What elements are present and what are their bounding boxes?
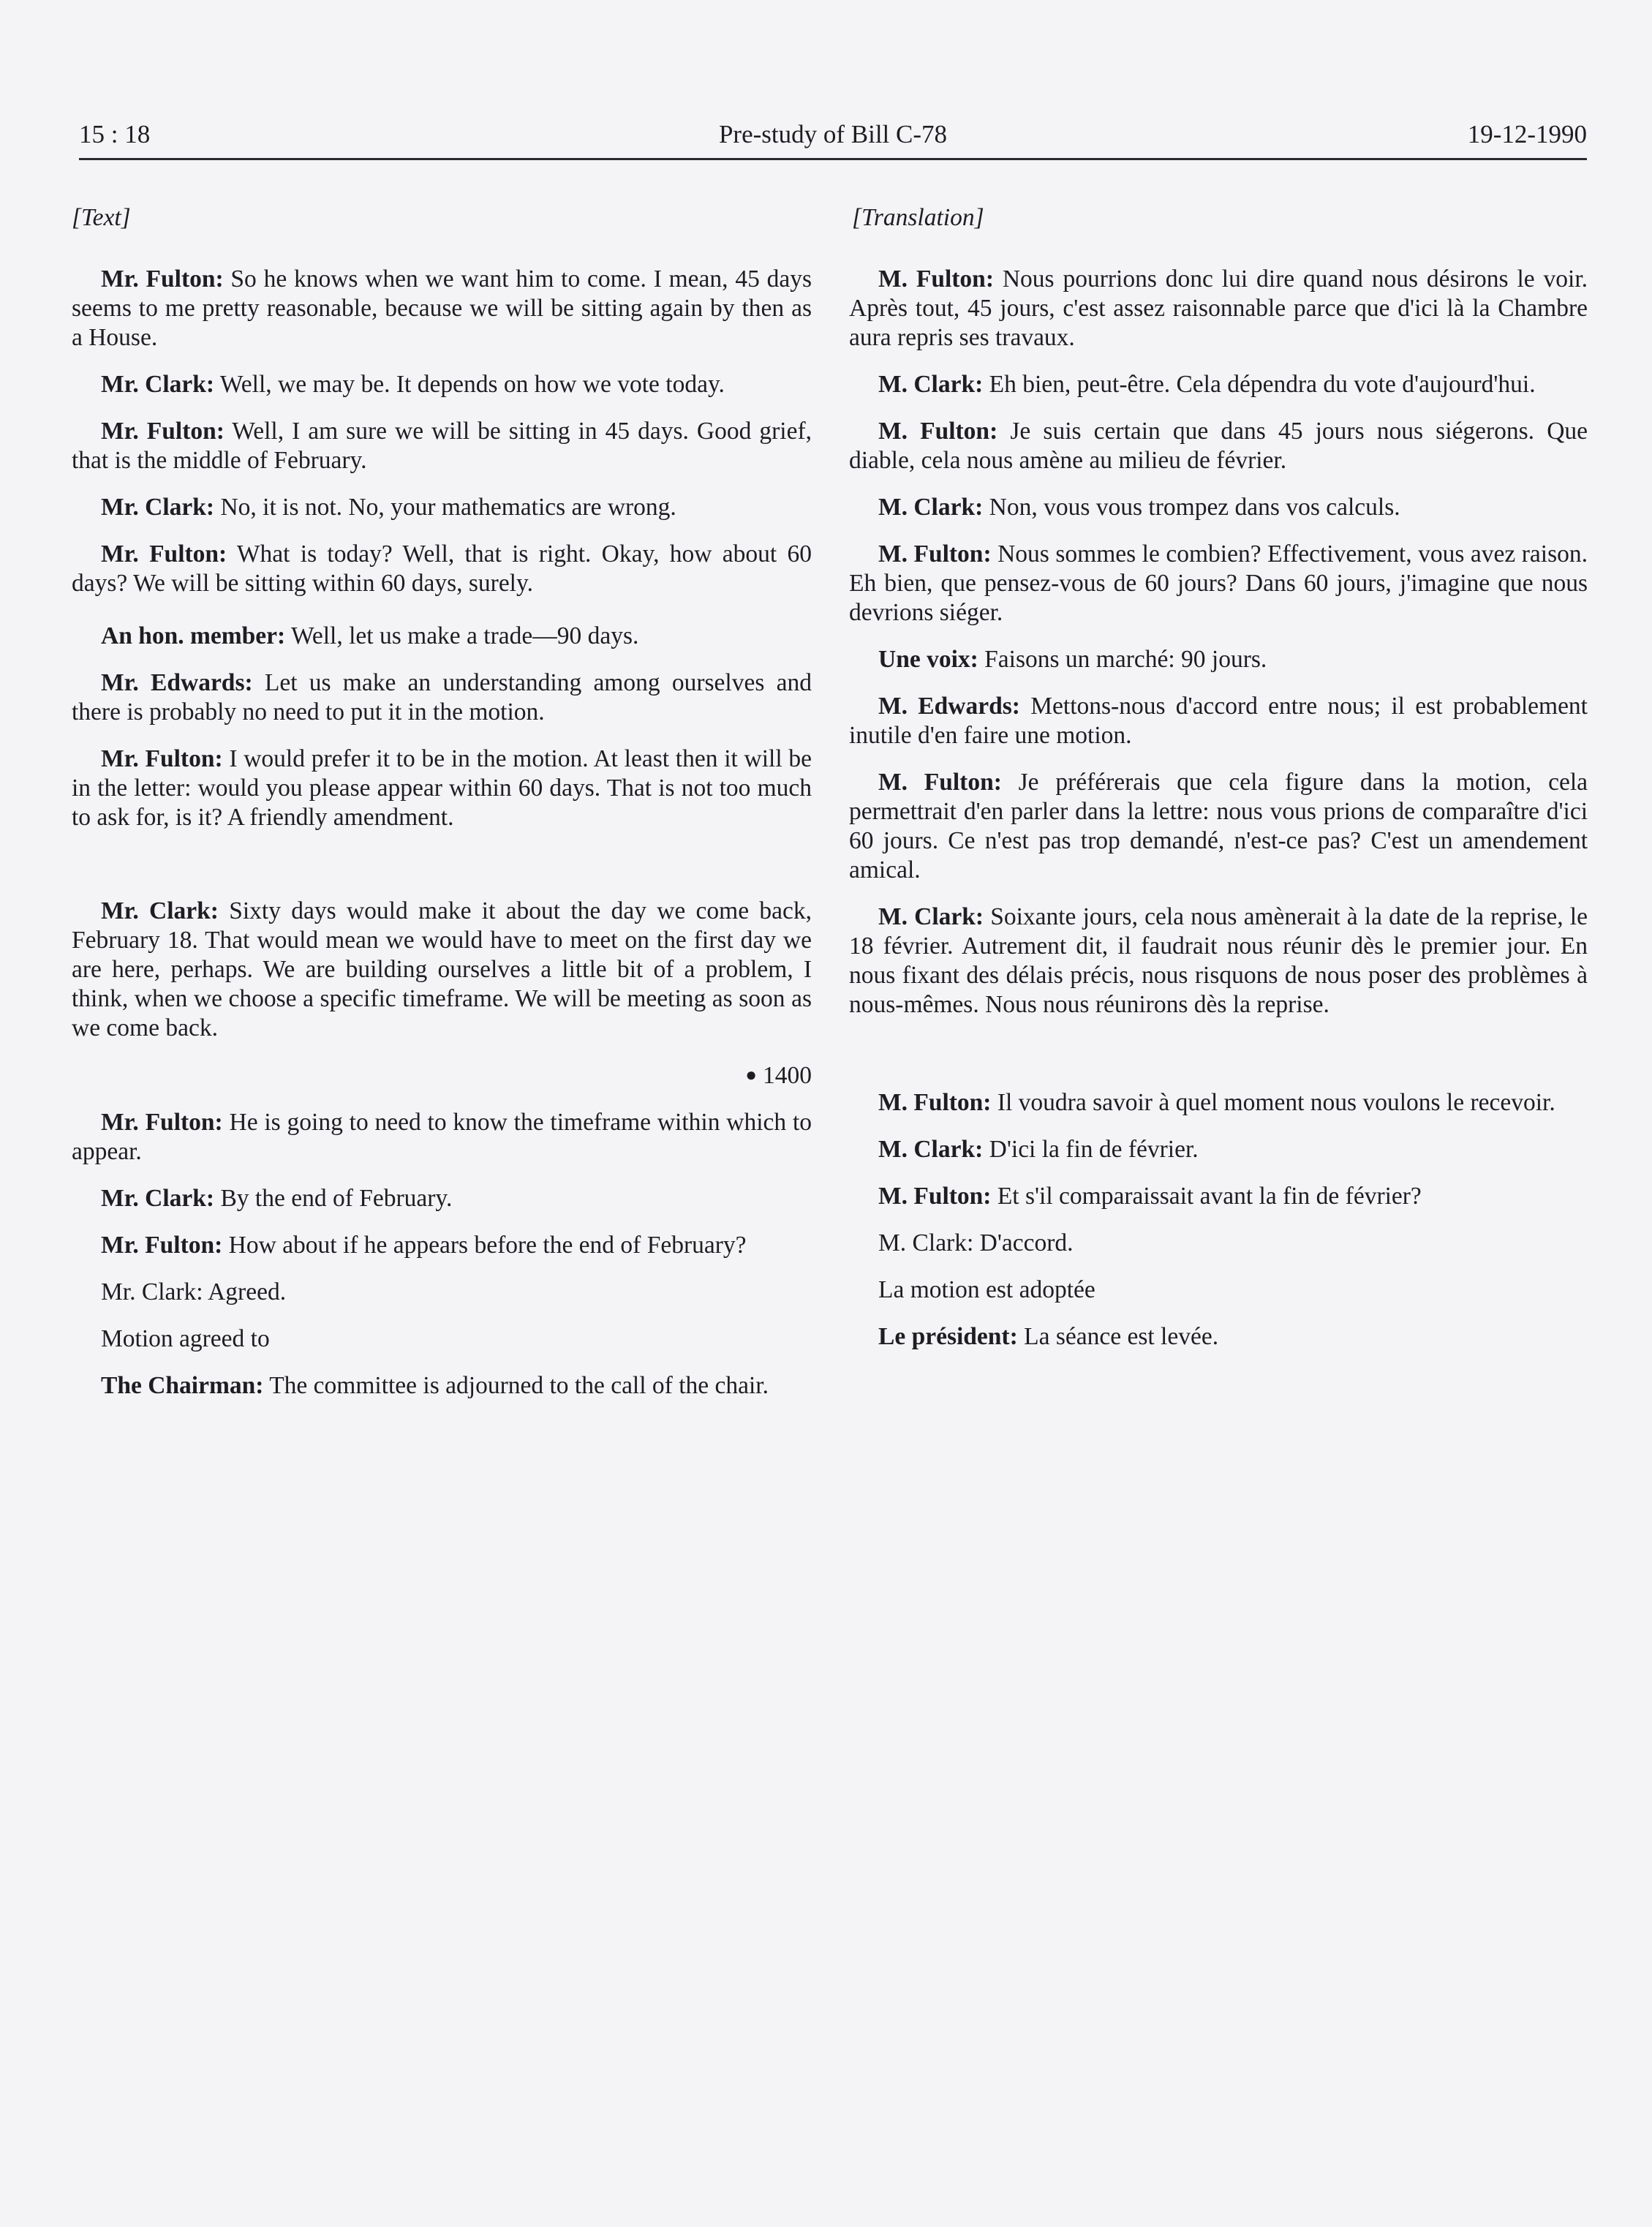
speech-text: Let us make an understanding among ourselves and there is probably no need to put it in the motion.	[72, 669, 812, 726]
speaker-name: Mr. Clark:	[101, 897, 219, 924]
speech-text: By the end of February.	[214, 1185, 453, 1212]
speech-text: D'ici la fin de février.	[983, 1136, 1199, 1163]
speech-text: Non, vous vous trompez dans vos calculs.	[983, 494, 1400, 521]
speech-text: Well, I am sure we will be sitting in 45 days. Good grief, that is the middle of February.	[72, 418, 812, 474]
transcript-paragraph	[849, 1135, 1588, 1164]
speech-text: Soixante jours, cela nous amènerait à la date de la reprise, le 18 février. Autrement dit, il faudrait nous réunir dès le premier jour. En nous fixant des délais précis, nous risquons de nous poser des problèmes à nous-mêmes. Nous nous réunirons dès la reprise.	[849, 903, 1588, 1018]
speaker-name: Mr. Clark:	[101, 1185, 215, 1212]
transcript-paragraph	[849, 417, 1588, 475]
transcript-paragraph	[72, 668, 812, 727]
transcript-paragraph	[72, 622, 812, 651]
transcript-paragraph	[72, 1324, 812, 1354]
transcript-paragraph	[849, 768, 1588, 885]
transcript-paragraph	[849, 1229, 1588, 1258]
speech-text: What is today? Well, that is right. Okay, how about 60 days? We will be sitting within 60 days, surely.	[72, 540, 812, 597]
speech-text: No, it is not. No, your mathematics are wrong.	[214, 494, 676, 521]
speaker-name: M. Fulton:	[878, 418, 998, 445]
transcript-paragraph	[72, 745, 812, 832]
speech-text: So he knows when we want him to come. I mean, 45 days seems to me pretty reasonable, because we will be sitting again by then as a House.	[72, 265, 812, 351]
speech-text: Faisons un marché: 90 jours.	[978, 646, 1267, 673]
transcript-paragraph	[72, 897, 812, 1043]
speaker-name: M. Clark:	[878, 371, 984, 398]
speech-text: Et s'il comparaissait avant la fin de février?	[991, 1183, 1422, 1210]
timestamp-marker	[72, 1060, 812, 1090]
transcript-paragraph	[72, 1371, 812, 1401]
transcript-paragraph	[72, 1231, 812, 1260]
speaker-name: An hon. member:	[101, 622, 286, 649]
speaker-name: M. Clark:	[878, 903, 984, 930]
speaker-name: The Chairman:	[101, 1372, 264, 1399]
transcript-paragraph	[72, 1108, 812, 1167]
speaker-name: M. Clark:	[878, 1136, 984, 1163]
speaker-name: Mr. Fulton:	[101, 1232, 223, 1259]
transcript-paragraph	[72, 370, 812, 399]
page-number: 15 : 18	[79, 120, 151, 148]
translation-tag: [Translation]	[852, 204, 984, 231]
transcript-paragraph	[72, 417, 812, 475]
speech-text: Mettons-nous d'accord entre nous; il est probablement inutile d'en faire une motion.	[849, 693, 1588, 749]
speech-text: The committee is adjourned to the call of the chair.	[263, 1372, 769, 1399]
speech-text: La séance est levée.	[1017, 1323, 1219, 1350]
french-column	[849, 203, 1588, 1369]
speaker-name: Mr. Clark:	[101, 494, 215, 521]
speech-text: Eh bien, peut-être. Cela dépendra du vote d'aujourd'hui.	[983, 371, 1536, 398]
page-header	[79, 116, 1587, 160]
speech-text: Il voudra savoir à quel moment nous voulons le recevoir.	[991, 1089, 1555, 1116]
speech-text: Nous pourrions donc lui dire quand nous désirons le voir. Après tout, 45 jours, c'est assez raisonnable parce que d'ici là la Chambre aura repris ses travaux.	[849, 265, 1588, 351]
speaker-name: M. Edwards:	[878, 693, 1020, 720]
speaker-name: Mr. Clark:	[101, 371, 215, 398]
speech-text: Motion agreed to	[101, 1325, 270, 1352]
document-date: 19-12-1990	[1467, 120, 1587, 148]
speaker-name: Mr. Edwards:	[101, 669, 253, 696]
speaker-name: Mr. Fulton:	[101, 418, 225, 445]
transcript-paragraph	[72, 1278, 812, 1307]
transcript-paragraph	[72, 493, 812, 522]
transcript-paragraph	[849, 645, 1588, 674]
speaker-name: M. Fulton:	[878, 1089, 992, 1116]
transcript-paragraph	[849, 1322, 1588, 1352]
speaker-name: M. Fulton:	[878, 1183, 992, 1210]
transcript-paragraph	[849, 903, 1588, 1020]
speech-text: Well, we may be. It depends on how we vote today.	[214, 371, 725, 398]
transcript-paragraph	[849, 1275, 1588, 1305]
transcript-paragraph	[849, 1088, 1588, 1118]
speaker-name: Mr. Fulton:	[101, 540, 227, 568]
speech-text: Sixty days would make it about the day we come back, February 18. That would mean we would have to meet on the first day we are here, perhaps. We are building ourselves a little bit of a problem, I think, when we choose a specific timeframe. We will be meeting as soon as we come back.	[72, 897, 812, 1041]
speaker-name: Mr. Fulton:	[101, 265, 224, 293]
speech-text: Je préférerais que cela figure dans la motion, cela permettrait d'en parler dans la lettre: nous vous prions de comparaître d'ici 60 jours. Ce n'est pas trop demandé, n'est-ce pas? C'est un amendement amical.	[849, 769, 1588, 883]
transcript-paragraph	[72, 1184, 812, 1213]
speech-text: M. Clark: D'accord.	[878, 1229, 1074, 1256]
document-title: Pre-study of Bill C-78	[718, 120, 948, 148]
speech-text: La motion est adoptée	[878, 1276, 1095, 1303]
speaker-name: M. Fulton:	[878, 265, 994, 293]
timestamp-text: 1400	[763, 1062, 812, 1089]
transcript-paragraph	[849, 540, 1588, 628]
transcript-paragraph	[849, 265, 1588, 353]
transcript-paragraph	[849, 370, 1588, 399]
speaker-name: M. Fulton:	[878, 540, 992, 568]
english-column	[72, 203, 812, 1418]
speech-text: How about if he appears before the end of February?	[222, 1232, 747, 1259]
transcript-paragraph	[849, 1182, 1588, 1211]
speech-text: Je suis certain que dans 45 jours nous siégerons. Que diable, cela nous amène au milieu de février.	[849, 418, 1588, 474]
speech-text: Nous sommes le combien? Effectivement, vous avez raison. Eh bien, que pensez-vous de 60 jours? Dans 60 jours, j'imagine que nous devrions siéger.	[849, 540, 1588, 626]
transcript-paragraph	[72, 265, 812, 353]
speaker-name: M. Fulton:	[878, 769, 1002, 796]
transcript-paragraph	[849, 493, 1588, 522]
speech-text: He is going to need to know the timeframe within which to appear.	[72, 1109, 812, 1165]
transcript-paragraph	[849, 692, 1588, 750]
bullet-icon: ●	[745, 1064, 757, 1085]
text-tag: [Text]	[72, 204, 131, 231]
speech-text: Mr. Clark: Agreed.	[101, 1278, 287, 1305]
transcript-paragraph	[72, 540, 812, 598]
speech-text: I would prefer it to be in the motion. At least then it will be in the letter: would you please appear within 60 days. That is not too much to ask for, is it? A friendly amendment.	[72, 745, 812, 831]
speaker-name: Mr. Fulton:	[101, 1109, 223, 1136]
speaker-name: M. Clark:	[878, 494, 984, 521]
speaker-name: Mr. Fulton:	[101, 745, 223, 772]
speaker-name: Une voix:	[878, 646, 978, 673]
speaker-name: Le président:	[878, 1323, 1018, 1350]
speech-text: Well, let us make a trade—90 days.	[285, 622, 639, 649]
